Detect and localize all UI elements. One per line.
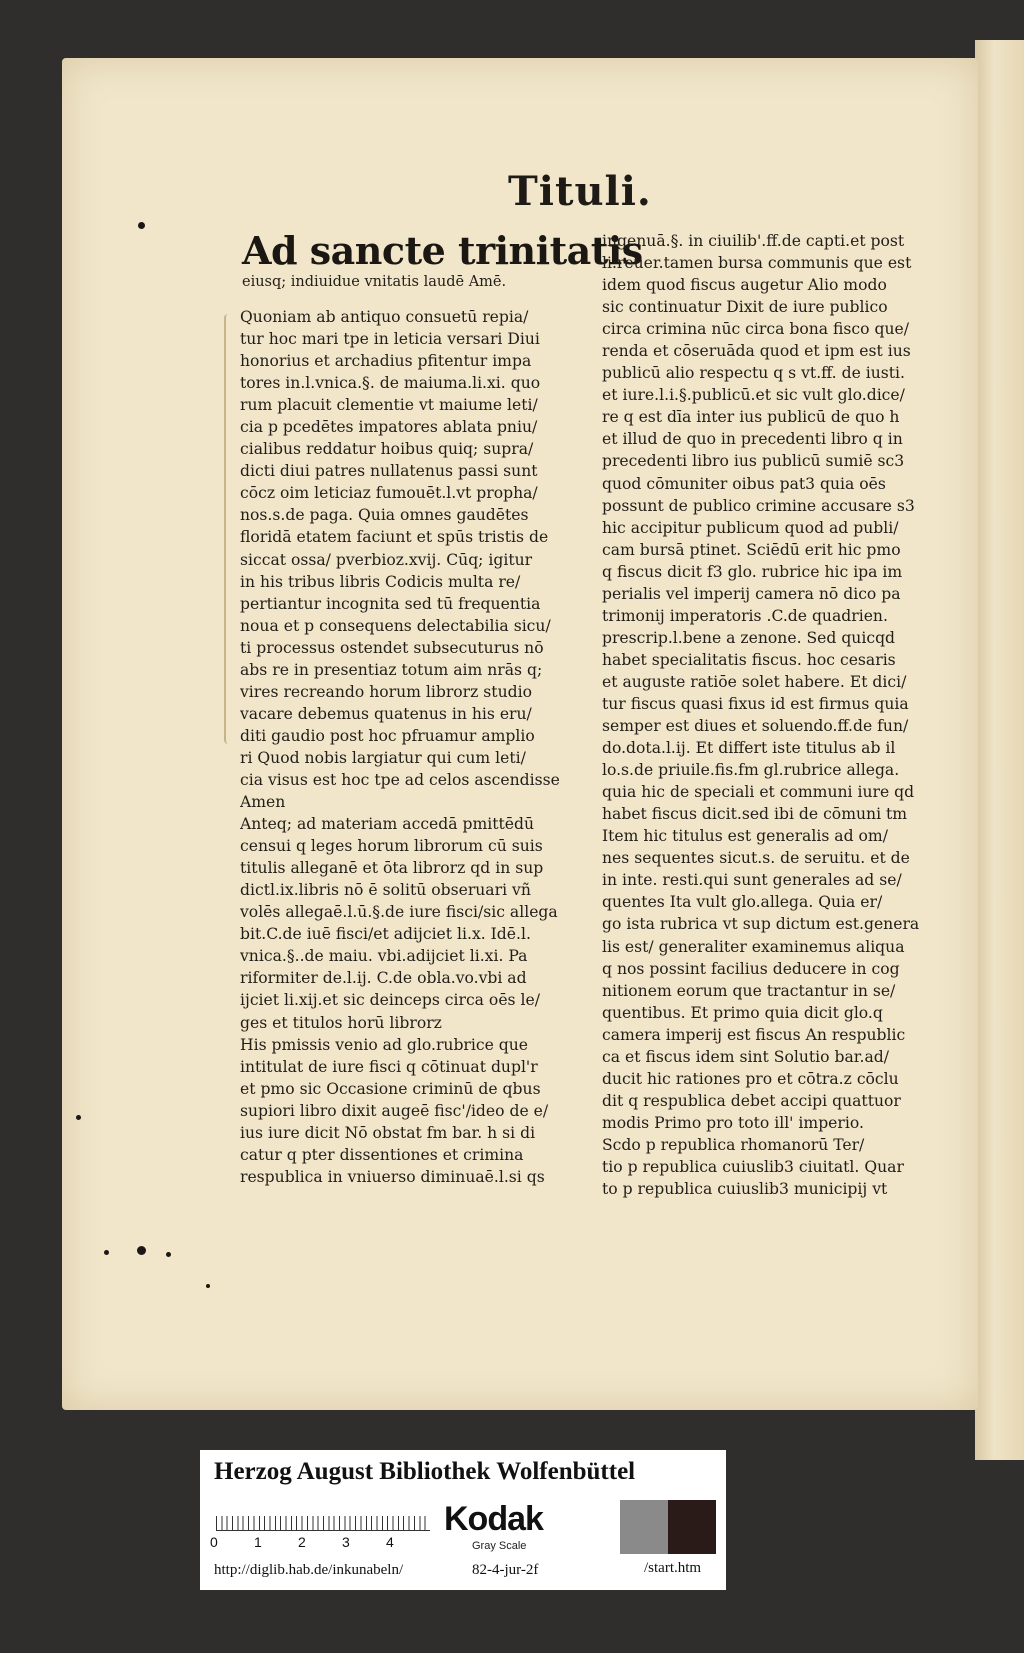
text-line: rum placuit clementie vt maiume leti/ — [240, 396, 538, 415]
text-line: et auguste ratiōe solet habere. Et dici/ — [602, 672, 907, 691]
text-line: precedenti libro ius publicū sumiē sc3 — [602, 452, 905, 471]
ruler-number: 4 — [386, 1534, 394, 1550]
ruler-number: 1 — [254, 1534, 262, 1550]
text-line: supiori libro dixit augeē fisc'/ideo de e/ — [240, 1101, 549, 1120]
ruler-number: 2 — [298, 1534, 306, 1550]
shelfmark: 82-4-jur-2f — [472, 1562, 539, 1578]
text-line: dicti diui patres nullatenus passi sunt — [240, 462, 538, 481]
margin-bracket-mark — [224, 314, 234, 744]
text-line: idem quod fiscus augetur Alio modo — [602, 276, 887, 295]
text-line: et pmo sic Occasione criminū de qbus — [240, 1079, 541, 1098]
right-text-column — [602, 230, 922, 1200]
text-line: habet specialitatis fiscus. hoc cesaris — [602, 650, 896, 669]
text-line: tores in.l.vnica.§. de maiuma.li.xi. quo — [240, 374, 541, 393]
text-line: titulis alleganē et ōta librorz qd in sup — [240, 859, 544, 878]
text-line: ca et fiscus idem sint Solutio bar.ad/ — [602, 1047, 889, 1066]
text-line: sic continuatur Dixit de iure publico — [602, 298, 888, 317]
text-line: Scdo p republica rhomanorū Ter/ — [602, 1135, 865, 1154]
text-line: to p republica cuiuslib3 municipij vt — [602, 1180, 888, 1199]
text-line: re q est dīa inter ius publicū de quo h — [602, 408, 900, 427]
text-line: lis est/ generaliter examinemus aliqua — [602, 937, 905, 956]
section-heading: Ad sancte trinitatis — [242, 228, 643, 273]
text-line: honorius et archadius pfitentur impa — [240, 352, 532, 371]
text-line: Amen — [240, 793, 286, 812]
text-line: perialis vel imperij camera nō dico pa — [602, 584, 901, 603]
start-page-path: /start.htm — [644, 1560, 702, 1576]
text-line: prescrip.l.bene a zenone. Sed quicqd — [602, 628, 896, 647]
text-line: ri Quod nobis largiatur qui cum leti/ — [240, 748, 526, 767]
scale-ruler — [216, 1502, 430, 1531]
text-line: pertiantur incognita sed tū frequentia — [240, 594, 541, 613]
ruler-number: 3 — [342, 1534, 350, 1550]
book-spine — [975, 40, 1024, 1460]
text-line: et iure.l.i.§.publicū.et sic vult glo.dice/ — [602, 386, 905, 405]
text-line: lo.s.de priuile.fis.fm gl.rubrice allega. — [602, 761, 900, 780]
text-line: riformiter de.l.ij. C.de obla.vo.vbi ad — [240, 969, 527, 988]
text-line: His pmissis venio ad glo.rubrice que — [240, 1035, 529, 1054]
text-line: nes sequentes sicut.s. de seruitu. et de — [602, 849, 910, 868]
text-line: cialibus reddatur hoibus quiq; supra/ — [240, 440, 534, 459]
text-line: siccat ossa/ pverbioz.xvij. Cūq; igitur — [240, 550, 533, 569]
text-line: do.dota.l.ij. Et differt iste titulus ab il — [602, 739, 896, 758]
text-line: tur hoc mari tpe in leticia versari Diui — [240, 330, 540, 349]
text-line: ius iure dicit Nō obstat fm bar. h si di — [240, 1123, 536, 1142]
text-line: bit.C.de iuē fisci/et adijciet li.x. Idē.l. — [240, 925, 531, 944]
text-line: noua et p consequens delectabilia sicu/ — [240, 616, 551, 635]
text-line: et illud de quo in precedenti libro q in — [602, 430, 903, 449]
section-subheading: eiusq; indiuidue vnitatis laudē Amē. — [242, 274, 507, 290]
text-line: hic accipitur publicum quod ad publi/ — [602, 518, 899, 537]
ruler-number: 0 — [210, 1534, 218, 1550]
ink-dot — [166, 1252, 171, 1257]
text-line: ti processus ostendet subsecuturus nō — [240, 638, 544, 657]
institution-name: Herzog August Bibliothek Wolfenbüttel — [214, 1458, 636, 1485]
text-line: intitulat de iure fisci q cōtinuat dupl'r — [240, 1057, 538, 1076]
text-line: dit q respublica debet accipi quattuor — [602, 1091, 901, 1110]
text-line: vires recreando horum librorz studio — [240, 682, 532, 701]
text-line: in his tribus libris Codicis multa re/ — [240, 572, 521, 591]
text-line: ges et titulos horū librorz — [240, 1013, 442, 1032]
text-line: Item hic titulus est generalis ad om/ — [602, 827, 888, 846]
text-line: li.reuer.tamen bursa communis que est — [602, 254, 912, 273]
text-line: camera imperij est fiscus An respublic — [602, 1025, 906, 1044]
text-line: quia hic de speciali et communi iure qd — [602, 783, 915, 802]
running-head: Tituli. — [508, 168, 652, 215]
text-line: modis Primo pro toto ill' imperio. — [602, 1113, 864, 1132]
text-line: tio p republica cuiuslib3 ciuitatl. Quar — [602, 1157, 904, 1176]
digital-library-url: http://diglib.hab.de/inkunabeln/ — [214, 1562, 404, 1578]
text-line: cam bursā ptinet. Sciēdū erit hic pmo — [602, 540, 901, 559]
dark-patch — [668, 1500, 716, 1554]
text-line: possunt de publico crimine accusare s3 — [602, 496, 915, 515]
ink-dot — [138, 222, 145, 229]
text-line: respublica in vniuerso diminuaē.l.si qs — [240, 1167, 545, 1186]
left-text-column — [240, 306, 570, 1188]
text-line: go ista rubrica vt sup dictum est.genera — [602, 915, 920, 934]
text-line: abs re in presentiaz totum aim nrās q; — [240, 660, 543, 679]
gray-scale-label: Gray Scale — [472, 1540, 527, 1552]
gray-patch — [620, 1500, 668, 1554]
text-line: in inte. resti.qui sunt generales ad se/ — [602, 871, 902, 890]
text-line: vnica.§..de maiu. vbi.adijciet li.xi. Pa — [240, 947, 528, 966]
text-line: catur q pter dissentiones et crimina — [240, 1145, 524, 1164]
text-line: floridā etatem faciunt et spūs tristis de — [240, 528, 549, 547]
text-line: tur fiscus quasi fixus id est firmus quia — [602, 694, 909, 713]
text-line: cia visus est hoc tpe ad celos ascendisse — [240, 770, 560, 789]
text-line: circa crimina nūc circa bona fisco que/ — [602, 320, 910, 339]
text-line: ingenuā.§. in ciuilib'.ff.de capti.et post — [602, 232, 905, 250]
ink-dot — [104, 1250, 109, 1255]
text-line: cōcz oim leticiaz fumouēt.l.vt propha/ — [240, 484, 538, 503]
text-line: publicū alio respectu q s vt.ff. de iusti. — [602, 364, 906, 383]
text-line: trimonij imperatoris .C.de quadrien. — [602, 606, 888, 625]
ink-dot — [137, 1246, 146, 1255]
text-line: ducit hic rationes pro et cōtra.z cōclu — [602, 1069, 899, 1088]
text-line: censui q leges horum librorum cū suis — [240, 837, 543, 856]
text-line: Quoniam ab antiquo consuetū repia/ — [240, 308, 529, 326]
text-line: nos.s.de paga. Quia omnes gaudētes — [240, 506, 529, 525]
text-line: semper est diues et soluendo.ff.de fun/ — [602, 717, 909, 736]
text-line: renda et cōseruāda quod et ipm est ius — [602, 342, 911, 361]
text-line: quentibus. Et primo quia dicit glo.q — [602, 1003, 883, 1022]
color-calibration-target — [200, 1450, 726, 1590]
kodak-logo: Kodak — [444, 1500, 543, 1538]
text-line: quod cōmuniter oibus pat3 quia oēs — [602, 474, 886, 493]
text-line: ijciet li.xij.et sic deinceps circa oēs le/ — [240, 991, 540, 1010]
ink-dot — [76, 1115, 81, 1120]
text-line: volēs allegaē.l.ū.§.de iure fisci/sic allega — [240, 903, 558, 922]
text-line: cia p pcedētes impatores ablata pniu/ — [240, 418, 538, 437]
ink-dot — [206, 1284, 210, 1288]
text-line: quentes Ita vult glo.allega. Quia er/ — [602, 893, 883, 912]
text-line: Anteq; ad materiam accedā pmittēdū — [240, 815, 535, 834]
text-line: habet fiscus dicit.sed ibi de cōmuni tm — [602, 805, 908, 824]
text-line: vacare debemus quatenus in his eru/ — [240, 704, 532, 723]
text-line: diti gaudio post hoc pfruamur amplio — [240, 726, 535, 745]
text-line: dictl.ix.libris nō ē solitū obseruari vñ — [240, 881, 531, 900]
text-line: nitionem eorum que tractantur in se/ — [602, 981, 896, 1000]
text-line: q fiscus dicit f3 glo. rubrice hic ipa im — [602, 562, 903, 581]
text-line: q nos possint facilius deducere in cog — [602, 959, 900, 978]
